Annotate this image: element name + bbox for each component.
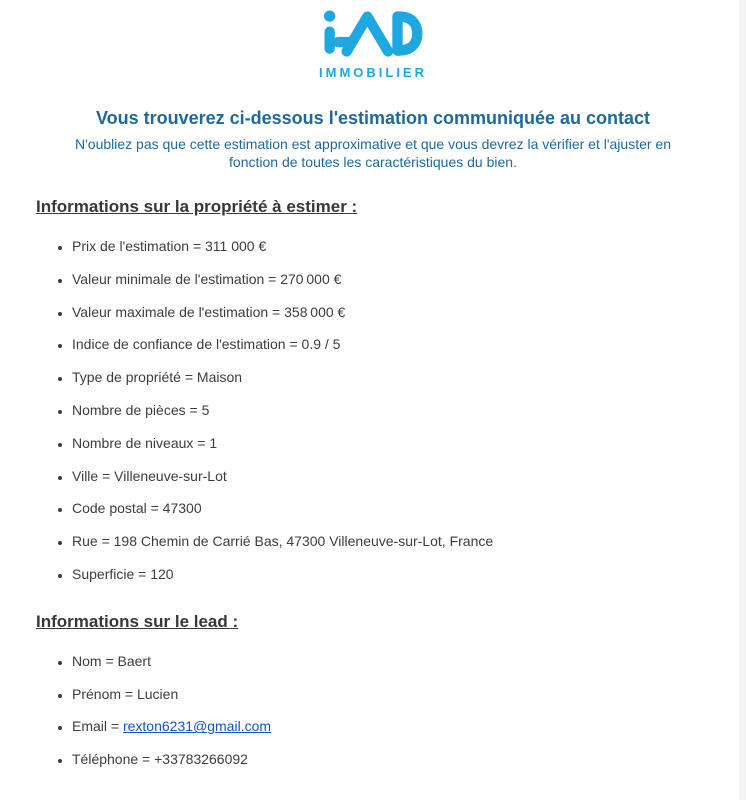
section-title-lead: Informations sur le lead : <box>36 611 239 631</box>
brand-wordmark: IMMOBILIER <box>319 65 427 80</box>
list-item-nombre-niveaux: • Nombre de niveaux = 1 <box>72 435 746 452</box>
list-item-superficie: • Superficie = 120 <box>72 566 746 583</box>
section-title-property: Informations sur la propriété à estimer : <box>36 197 358 216</box>
list-item-type-propriete: • Type de propriété = Maison <box>72 369 746 386</box>
list-item-nombre-pieces: • Nombre de pièces = 5 <box>72 402 746 419</box>
list-item-nom: • Nom = Baert <box>72 653 746 670</box>
scrollbar-track[interactable] <box>739 0 746 800</box>
page-subtitle: N'oubliez pas que cette estimation est approximative et que vous devrez la vérifier et l'ajuster en fonction de toutes les caractéristiques du bien. <box>75 136 671 170</box>
list-item-indice-confiance: • Indice de confiance de l'estimation = 0.9 / 5 <box>72 336 746 353</box>
list-item-telephone: • Téléphone = +33783266092 <box>72 751 746 768</box>
list-item-ville: • Ville = Villeneuve-sur-Lot <box>72 468 746 485</box>
list-item-prenom: • Prénom = Lucien <box>72 686 746 703</box>
email-link[interactable]: rexton6231@gmail.com <box>122 718 272 735</box>
property-info-list <box>36 238 746 583</box>
iad-logo-icon <box>323 10 423 59</box>
email-label: Email = <box>72 718 123 735</box>
page-title: Vous trouverez ci-dessous l'estimation communiquée au contact <box>95 108 651 128</box>
lead-info-list <box>36 653 746 768</box>
list-item-rue: • Rue = 198 Chemin de Carrié Bas, 47300 Villeneuve-sur-Lot, France <box>72 533 746 550</box>
list-item-prix: • Prix de l'estimation = 311 000 € <box>72 238 746 255</box>
list-item-valeur-minimale: • Valeur minimale de l'estimation = 270 000 € <box>72 271 746 288</box>
list-item-code-postal: • Code postal = 47300 <box>72 500 746 517</box>
list-item-email <box>72 718 746 735</box>
brand-header <box>0 0 746 80</box>
list-item-valeur-maximale: • Valeur maximale de l'estimation = 358 000 € <box>72 304 746 321</box>
